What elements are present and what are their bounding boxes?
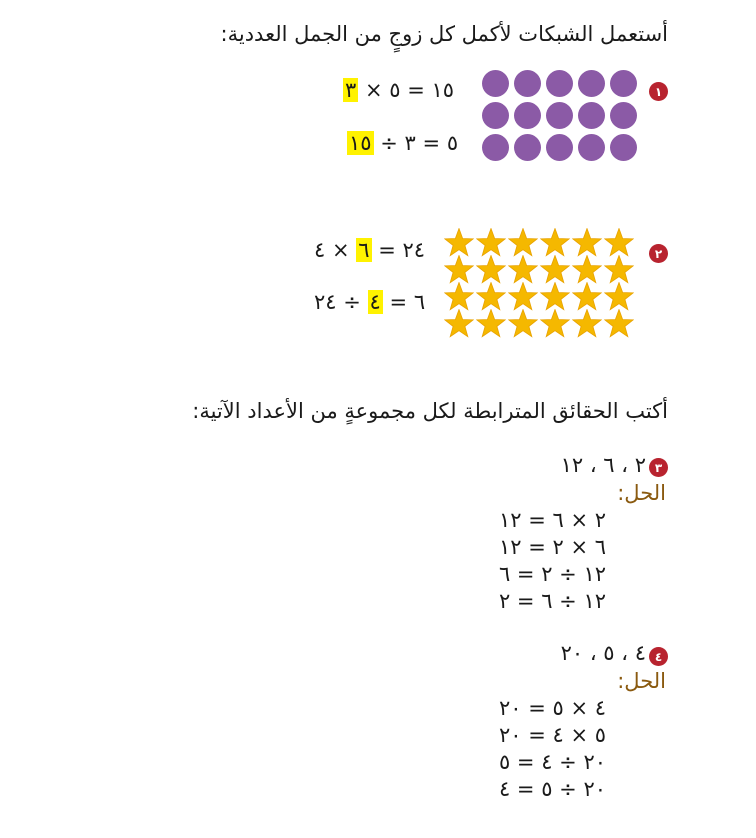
grid-dot xyxy=(546,102,573,129)
eq-answer-highlight: ٦ xyxy=(358,238,370,262)
grid-dot xyxy=(546,70,573,97)
star-icon xyxy=(572,282,602,312)
star-icon xyxy=(444,282,474,312)
star-icon xyxy=(444,228,474,258)
problem-4-solution xyxy=(499,696,606,804)
star-icon xyxy=(508,255,538,285)
star-icon xyxy=(508,282,538,312)
problem-2-equation-2 xyxy=(314,290,425,314)
eq-operator: ÷ xyxy=(343,290,361,314)
section1-heading: أستعمل الشبكات لأكمل كل زوجٍ من الجمل العددية: xyxy=(220,22,668,46)
eq-equals: = xyxy=(407,78,425,102)
section2-heading: أكتب الحقائق المترابطة لكل مجموعةٍ من الأعداد الآتية: xyxy=(192,399,668,423)
grid-dot xyxy=(610,102,637,129)
eq-answer-highlight: ٣ xyxy=(345,78,357,102)
star-icon xyxy=(508,309,538,339)
problem-4-badge: ٤ xyxy=(649,647,668,666)
problem-4-number-set: ٤ ، ٥ ، ٢٠ xyxy=(560,641,646,665)
star-icon xyxy=(540,228,570,258)
solution-line: ٥ × ٤ = ٢٠ xyxy=(498,723,606,747)
solution-line: ٢ × ٦ = ١٢ xyxy=(498,508,606,532)
eq-operand: ٣ xyxy=(404,131,416,155)
eq-answer-highlight: ٤ xyxy=(369,290,381,314)
star-icon xyxy=(572,228,602,258)
grid-dot xyxy=(578,102,605,129)
eq-equals: = xyxy=(378,238,396,262)
dot-grid xyxy=(482,70,642,162)
problem-3-number-set: ٢ ، ٦ ، ١٢ xyxy=(560,453,646,477)
eq-operand: ٢٤ xyxy=(314,290,337,314)
grid-dot xyxy=(514,70,541,97)
problem-1-equation-2 xyxy=(347,131,458,155)
eq-answer-highlight: ١٥ xyxy=(349,131,372,155)
grid-dot xyxy=(482,102,509,129)
grid-dot xyxy=(610,70,637,97)
solution-line: ٢٠ ÷ ٥ = ٤ xyxy=(498,777,606,801)
eq-result: ٦ xyxy=(413,290,426,314)
problem-4-solution-label: الحل: xyxy=(617,669,666,693)
problem-2-badge: ٢ xyxy=(649,244,668,263)
star-icon xyxy=(476,309,506,339)
eq-operand: ٥ xyxy=(389,78,401,102)
star-icon xyxy=(508,228,538,258)
star-icon xyxy=(572,309,602,339)
grid-dot xyxy=(514,102,541,129)
star-icon xyxy=(604,255,634,285)
eq-operator: × xyxy=(364,78,383,102)
star-icon xyxy=(540,282,570,312)
star-icon xyxy=(444,255,474,285)
eq-result: ١٥ xyxy=(431,78,455,102)
grid-dot xyxy=(578,70,605,97)
star-icon xyxy=(476,282,506,312)
eq-operand: ٤ xyxy=(314,238,326,262)
solution-line: ٤ × ٥ = ٢٠ xyxy=(498,696,606,720)
star-icon xyxy=(604,228,634,258)
problem-2-equation-1 xyxy=(314,238,425,262)
star-icon xyxy=(540,309,570,339)
problem-3-badge: ٣ xyxy=(649,458,668,477)
solution-line: ٦ × ٢ = ١٢ xyxy=(498,535,606,559)
grid-dot xyxy=(578,134,605,161)
eq-equals: = xyxy=(422,131,441,155)
star-icon xyxy=(444,309,474,339)
eq-operator: × xyxy=(331,238,350,262)
star-grid xyxy=(444,228,636,340)
problem-3-solution xyxy=(499,508,606,616)
grid-dot xyxy=(514,134,541,161)
star-icon xyxy=(604,282,634,312)
eq-equals: = xyxy=(389,290,408,314)
problem-1-badge: ١ xyxy=(649,82,668,101)
star-icon xyxy=(572,255,602,285)
solution-line: ١٢ ÷ ٢ = ٦ xyxy=(498,562,606,586)
star-icon xyxy=(540,255,570,285)
grid-dot xyxy=(610,134,637,161)
star-icon xyxy=(604,309,634,339)
problem-3-solution-label: الحل: xyxy=(617,481,666,505)
solution-line: ٢٠ ÷ ٤ = ٥ xyxy=(498,750,606,774)
grid-dot xyxy=(546,134,573,161)
eq-operator: ÷ xyxy=(380,131,398,155)
grid-dot xyxy=(482,70,509,97)
solution-line: ١٢ ÷ ٦ = ٢ xyxy=(498,589,606,613)
eq-result: ٢٤ xyxy=(402,238,426,262)
problem-1-equation-1 xyxy=(343,78,454,102)
eq-result: ٥ xyxy=(446,131,459,155)
star-icon xyxy=(476,255,506,285)
grid-dot xyxy=(482,134,509,161)
star-icon xyxy=(476,228,506,258)
